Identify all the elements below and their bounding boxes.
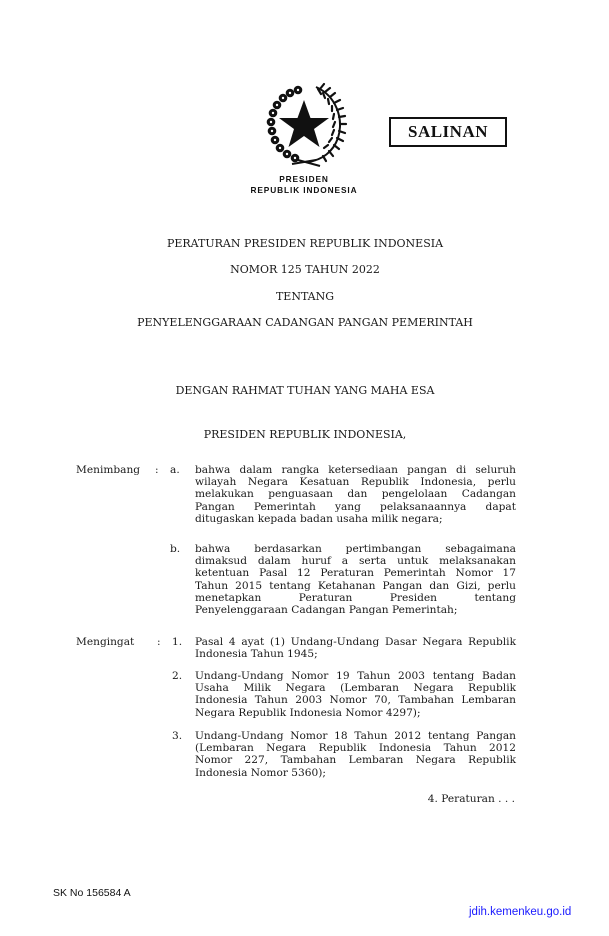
- text-line: wilayah Negara Kesatuan Republik Indonesia, perlu: [195, 476, 516, 489]
- source-link[interactable]: jdih.kemenkeu.go.id: [469, 906, 572, 918]
- office-title-line2: REPUBLIK INDONESIA: [250, 185, 358, 195]
- legal-basis-3-marker: 3.: [172, 730, 183, 742]
- text-line: dimaksud dalam huruf a serta untuk melaksanakan: [195, 555, 516, 568]
- text-line: menetapkan Peraturan Presiden tentang: [195, 591, 516, 604]
- consideration-a: [195, 464, 516, 525]
- consideration-b: [195, 543, 516, 616]
- text-line: Pasal 4 ayat (1) Undang-Undang Dasar Negara Republik: [195, 636, 516, 648]
- text-line: Negara Republik Indonesia Nomor 4297);: [195, 706, 421, 719]
- text-line: Usaha Milik Negara (Lembaran Negara Republik: [195, 682, 516, 695]
- issuer: PRESIDEN REPUBLIK INDONESIA,: [203, 428, 407, 441]
- office-title-line1: PRESIDEN: [279, 174, 329, 184]
- text-line: bahwa berdasarkan pertimbangan sebagaimana: [195, 543, 516, 555]
- legal-basis-1: [195, 636, 516, 660]
- mengingat-colon: :: [157, 636, 161, 648]
- regulation-number: NOMOR 125 TAHUN 2022: [230, 263, 380, 276]
- text-line: Indonesia Tahun 1945;: [195, 648, 318, 661]
- legal-basis-2-marker: 2.: [172, 670, 183, 682]
- regulation-subject: PENYELENGGARAAN CADANGAN PANGAN PEMERINTAH: [137, 316, 473, 329]
- regulation-type: PERATURAN PRESIDEN REPUBLIK INDONESIA: [166, 237, 444, 250]
- legal-basis-1-marker: 1.: [172, 636, 183, 648]
- regulation-about: TENTANG: [275, 290, 335, 303]
- document-serial-number: SK No 156584 A: [53, 887, 131, 899]
- mengingat-label: Mengingat: [76, 636, 135, 648]
- text-line: Penyelenggaraan Cadangan Pangan Pemerintah;: [195, 604, 458, 617]
- text-line: Nomor 227, Tambahan Lembaran Negara Republik: [195, 754, 516, 767]
- menimbang-label: Menimbang: [76, 464, 141, 476]
- text-line: Undang-Undang Nomor 18 Tahun 2012 tentang Pangan: [195, 730, 516, 742]
- text-line: Tahun 2015 tentang Ketahanan Pangan dan Gizi, perlu: [195, 579, 516, 592]
- star-icon: [279, 100, 329, 147]
- text-line: melakukan penguasaan dan pengelolaan Cadangan: [195, 488, 516, 501]
- legal-basis-3: [195, 730, 516, 779]
- text-line: Undang-Undang Nomor 19 Tahun 2003 tentang Badan: [195, 670, 516, 682]
- text-line: ketentuan Pasal 12 Peraturan Pemerintah Nomor 17: [195, 567, 516, 580]
- legal-basis-2: [195, 670, 516, 719]
- text-line: Indonesia Tahun 2003 Nomor 70, Tambahan Lembaran: [195, 694, 516, 707]
- text-line: bahwa dalam rangka ketersediaan pangan di seluruh: [195, 464, 516, 476]
- text-line: Pangan Pemerintah yang pelaksanaannya dapat: [195, 500, 516, 513]
- text-line: (Lembaran Negara Republik Indonesia Tahun 2012: [195, 742, 516, 755]
- text-line: ditugaskan kepada badan usaha milik negara;: [195, 512, 443, 525]
- page-continuation: 4. Peraturan . . .: [427, 793, 515, 805]
- text-line: Indonesia Nomor 5360);: [195, 766, 326, 779]
- consideration-b-marker: b.: [170, 543, 181, 555]
- salinan-stamp: SALINAN: [389, 117, 507, 147]
- invocation: DENGAN RAHMAT TUHAN YANG MAHA ESA: [175, 384, 435, 397]
- menimbang-colon: :: [155, 464, 159, 476]
- consideration-a-marker: a.: [170, 464, 180, 476]
- presidential-emblem-icon: [258, 80, 350, 170]
